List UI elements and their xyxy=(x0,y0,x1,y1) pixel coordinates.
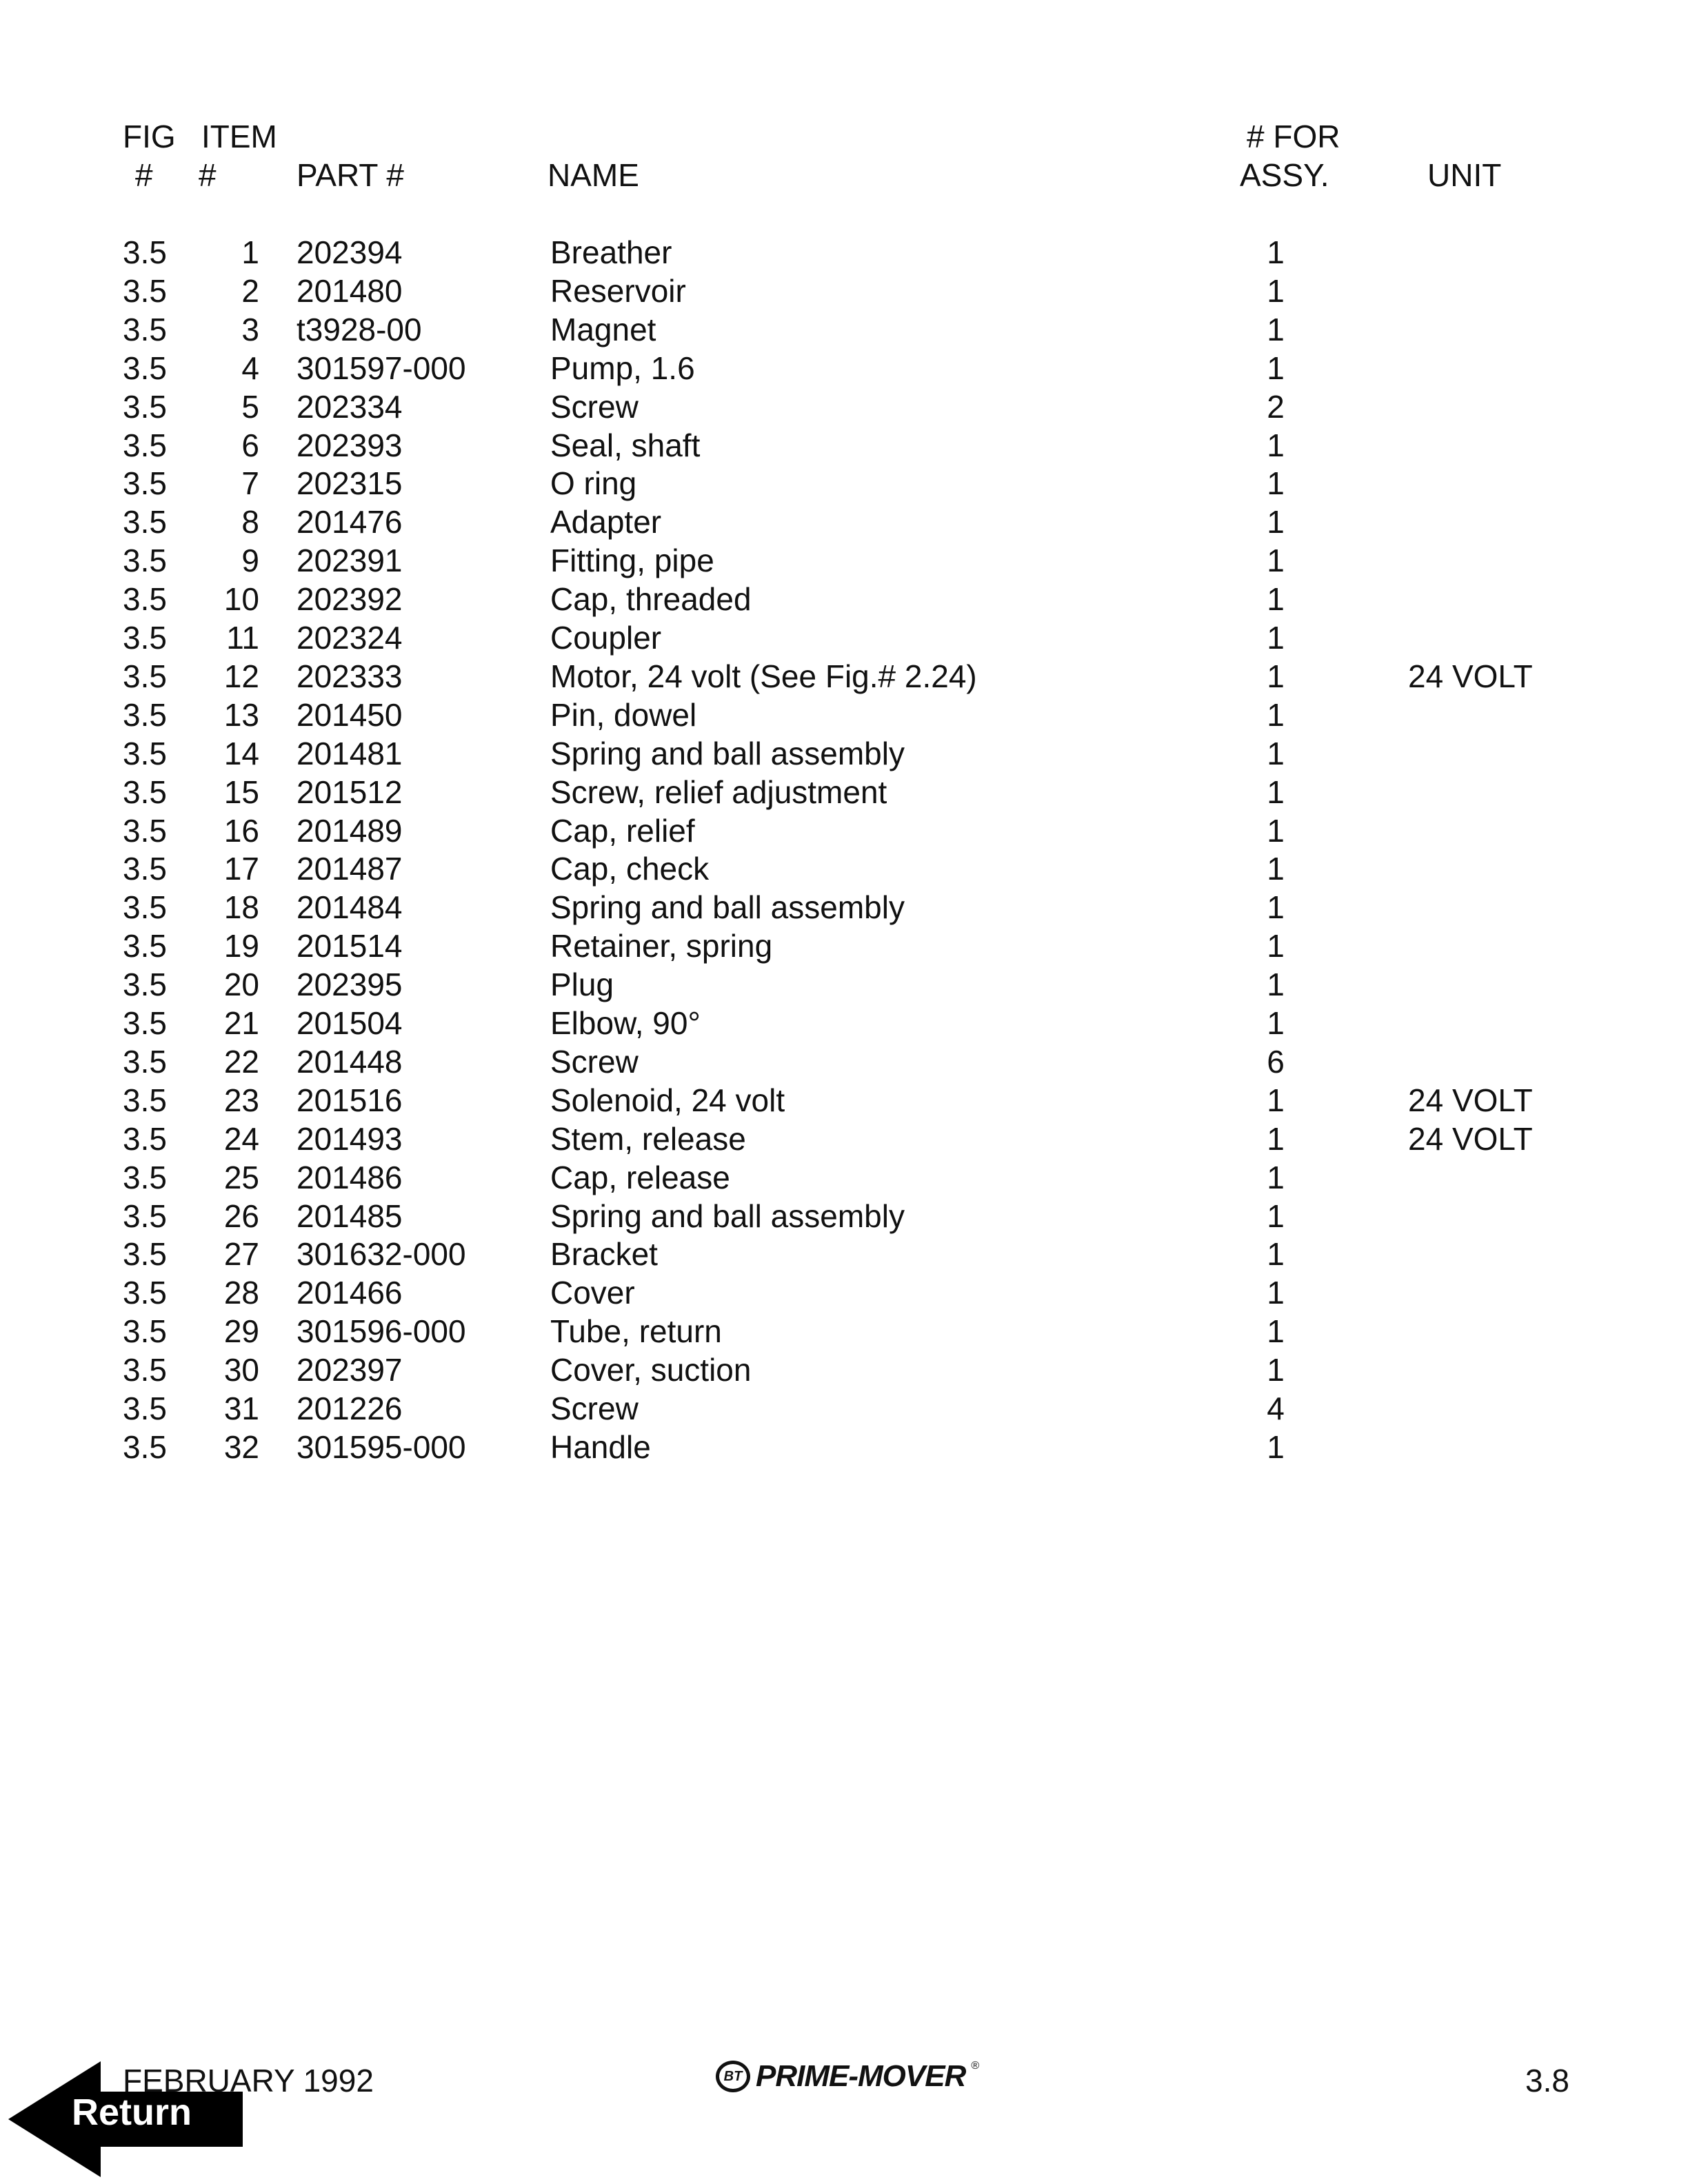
item-cell: 21 xyxy=(223,1005,259,1041)
item-cell: 23 xyxy=(223,1082,259,1118)
part-number-cell: 201516 xyxy=(297,1082,403,1118)
item-cell: 26 xyxy=(223,1197,259,1234)
item-cell: 18 xyxy=(223,889,259,926)
part-name-cell: Bracket xyxy=(550,1236,658,1273)
quantity-cell: 1 xyxy=(1267,581,1285,618)
item-cell: 24 xyxy=(223,1120,259,1157)
fig-cell: 3.5 xyxy=(123,928,167,964)
fig-cell: 3.5 xyxy=(123,696,167,733)
part-number-cell: 202395 xyxy=(297,967,403,1003)
fig-cell: 3.5 xyxy=(123,735,167,771)
header-item-hash xyxy=(199,156,217,194)
fig-cell: 3.5 xyxy=(123,1159,167,1195)
quantity-cell: 1 xyxy=(1267,658,1285,694)
quantity-cell: 1 xyxy=(1267,774,1285,810)
part-name-cell: Pump, 1.6 xyxy=(550,350,695,386)
quantity-cell: 1 xyxy=(1267,1120,1285,1157)
part-number-cell: 201514 xyxy=(297,928,403,964)
fig-cell: 3.5 xyxy=(123,620,167,656)
item-cell: 17 xyxy=(223,851,259,887)
item-cell: 14 xyxy=(223,735,259,771)
quantity-cell: 4 xyxy=(1267,1391,1285,1426)
part-name-cell: Spring and ball assembly xyxy=(550,735,905,771)
part-number-cell: 201485 xyxy=(297,1197,403,1234)
quantity-cell: 1 xyxy=(1267,1313,1285,1350)
part-name-cell: Motor, 24 volt (See Fig.# 2.24) xyxy=(550,658,977,694)
fig-cell: 3.5 xyxy=(123,581,167,618)
part-name-cell: Pin, dowel xyxy=(550,696,697,733)
part-number-cell: 202391 xyxy=(297,543,403,579)
part-name-cell: Fitting, pipe xyxy=(550,543,714,579)
brand-registered: ® xyxy=(971,2060,980,2072)
table-row xyxy=(0,387,1688,426)
quantity-cell: 1 xyxy=(1267,928,1285,964)
quantity-cell: 1 xyxy=(1267,735,1285,771)
quantity-cell: 6 xyxy=(1267,1043,1285,1080)
header-qty-line2: ASSY. xyxy=(1240,157,1329,193)
part-name-cell: Screw xyxy=(550,1391,639,1426)
fig-cell: 3.5 xyxy=(123,774,167,810)
part-number-cell: 301597-000 xyxy=(297,350,466,386)
part-number-cell: 201450 xyxy=(297,696,403,733)
header-item-line2: # xyxy=(199,157,217,193)
item-cell: 3 xyxy=(241,311,259,347)
return-button[interactable] xyxy=(8,2061,243,2177)
unit-cell: 24 VOLT xyxy=(1408,658,1533,694)
fig-cell: 3.5 xyxy=(123,1236,167,1273)
header-unit: UNIT xyxy=(1427,157,1502,193)
header-item-line1: ITEM xyxy=(201,119,277,154)
header-fig xyxy=(123,117,176,156)
table-row xyxy=(0,811,1688,850)
table-row xyxy=(0,503,1688,541)
table-row xyxy=(0,1312,1688,1351)
table-row xyxy=(0,1273,1688,1312)
table-row xyxy=(0,541,1688,580)
part-name-cell: Plug xyxy=(550,967,614,1003)
table-row xyxy=(0,773,1688,811)
part-name-cell: Cap, relief xyxy=(550,812,695,849)
quantity-cell: 1 xyxy=(1267,543,1285,579)
part-name-cell: Cap, check xyxy=(550,851,710,887)
table-row xyxy=(0,349,1688,387)
fig-cell: 3.5 xyxy=(123,388,167,425)
table-row xyxy=(0,310,1688,349)
quantity-cell: 1 xyxy=(1267,465,1285,502)
table-row xyxy=(0,426,1688,465)
item-cell: 15 xyxy=(223,774,259,810)
table-row xyxy=(0,1428,1688,1466)
part-name-cell: Handle xyxy=(550,1428,651,1465)
quantity-cell: 1 xyxy=(1267,1197,1285,1234)
table-row xyxy=(0,1389,1688,1428)
part-number-cell: 201493 xyxy=(297,1120,403,1157)
part-name-cell: Stem, release xyxy=(550,1120,746,1157)
fig-cell: 3.5 xyxy=(123,543,167,579)
item-cell: 9 xyxy=(241,543,259,579)
part-name-cell: Breather xyxy=(550,234,672,270)
fig-cell: 3.5 xyxy=(123,889,167,926)
part-number-cell: 201480 xyxy=(297,272,403,309)
part-number-cell: 201448 xyxy=(297,1043,403,1080)
fig-cell: 3.5 xyxy=(123,1352,167,1388)
table-row xyxy=(0,618,1688,657)
part-name-cell: Retainer, spring xyxy=(550,928,773,964)
table-row xyxy=(0,1081,1688,1120)
part-number-cell: 201476 xyxy=(297,504,403,540)
quantity-cell: 1 xyxy=(1267,1428,1285,1465)
fig-cell: 3.5 xyxy=(123,1275,167,1311)
item-cell: 22 xyxy=(223,1043,259,1080)
quantity-cell: 1 xyxy=(1267,427,1285,463)
item-cell: 7 xyxy=(241,465,259,502)
quantity-cell: 1 xyxy=(1267,504,1285,540)
part-name-cell: Screw xyxy=(550,1043,639,1080)
item-cell: 12 xyxy=(223,658,259,694)
table-row xyxy=(0,1042,1688,1081)
part-number-cell: 301596-000 xyxy=(297,1313,466,1350)
page-number: 3.8 xyxy=(1525,2063,1569,2099)
table-row xyxy=(0,696,1688,734)
quantity-cell: 1 xyxy=(1267,1082,1285,1118)
part-name-cell: Screw xyxy=(550,388,639,425)
item-cell: 27 xyxy=(223,1236,259,1273)
table-row xyxy=(0,1158,1688,1197)
item-cell: 16 xyxy=(223,812,259,849)
part-name-cell: Solenoid, 24 volt xyxy=(550,1082,785,1118)
fig-cell: 3.5 xyxy=(123,465,167,502)
part-name-cell: Cap, threaded xyxy=(550,581,752,618)
part-number-cell: 201481 xyxy=(297,735,403,771)
part-name-cell: Cap, release xyxy=(550,1159,730,1195)
part-name-cell: Magnet xyxy=(550,311,656,347)
part-name-cell: Reservoir xyxy=(550,272,686,309)
quantity-cell: 1 xyxy=(1267,1236,1285,1273)
quantity-cell: 1 xyxy=(1267,1352,1285,1388)
table-row xyxy=(0,734,1688,773)
table-row xyxy=(0,888,1688,927)
part-number-cell: 202333 xyxy=(297,658,403,694)
part-number-cell: 201512 xyxy=(297,774,403,810)
header-part: PART # xyxy=(297,157,404,193)
part-number-cell: 301595-000 xyxy=(297,1428,466,1465)
item-cell: 6 xyxy=(241,427,259,463)
quantity-cell: 1 xyxy=(1267,967,1285,1003)
part-name-cell: Spring and ball assembly xyxy=(550,889,905,926)
item-cell: 30 xyxy=(223,1352,259,1388)
part-number-cell: 202334 xyxy=(297,388,403,425)
quantity-cell: 1 xyxy=(1267,1275,1285,1311)
item-cell: 28 xyxy=(223,1275,259,1311)
item-cell: 4 xyxy=(241,350,259,386)
quantity-cell: 1 xyxy=(1267,350,1285,386)
header-qty xyxy=(1247,117,1340,156)
quantity-cell: 1 xyxy=(1267,620,1285,656)
brand-name: PRIME-MOVER xyxy=(756,2059,966,2093)
fig-cell: 3.5 xyxy=(123,234,167,270)
item-cell: 25 xyxy=(223,1159,259,1195)
unit-cell: 24 VOLT xyxy=(1408,1082,1533,1118)
item-cell: 5 xyxy=(241,388,259,425)
part-number-cell: 201504 xyxy=(297,1005,403,1041)
table-row xyxy=(0,965,1688,1004)
part-number-cell: 201486 xyxy=(297,1159,403,1195)
part-number-cell: 201484 xyxy=(297,889,403,926)
item-cell: 29 xyxy=(223,1313,259,1350)
fig-cell: 3.5 xyxy=(123,1197,167,1234)
fig-cell: 3.5 xyxy=(123,967,167,1003)
fig-cell: 3.5 xyxy=(123,1120,167,1157)
fig-cell: 3.5 xyxy=(123,350,167,386)
table-row xyxy=(0,849,1688,888)
quantity-cell: 1 xyxy=(1267,889,1285,926)
quantity-cell: 1 xyxy=(1267,1159,1285,1195)
quantity-cell: 2 xyxy=(1267,388,1285,425)
part-number-cell: 202394 xyxy=(297,234,403,270)
part-number-cell: 202315 xyxy=(297,465,403,502)
table-row xyxy=(0,1235,1688,1273)
header-fig-line2: # xyxy=(135,157,153,193)
fig-cell: 3.5 xyxy=(123,658,167,694)
quantity-cell: 1 xyxy=(1267,1005,1285,1041)
part-number-cell: 202392 xyxy=(297,581,403,618)
header-item xyxy=(201,117,277,156)
part-number-cell: 201487 xyxy=(297,851,403,887)
table-row xyxy=(0,1004,1688,1042)
quantity-cell: 1 xyxy=(1267,696,1285,733)
fig-cell: 3.5 xyxy=(123,812,167,849)
item-cell: 19 xyxy=(223,928,259,964)
unit-cell: 24 VOLT xyxy=(1408,1120,1533,1157)
return-label: Return xyxy=(72,2092,192,2133)
item-cell: 10 xyxy=(223,581,259,618)
item-cell: 11 xyxy=(226,620,259,656)
fig-cell: 3.5 xyxy=(123,1043,167,1080)
part-name-cell: Adapter xyxy=(550,504,662,540)
fig-cell: 3.5 xyxy=(123,1082,167,1118)
part-name-cell: Seal, shaft xyxy=(550,427,701,463)
fig-cell: 3.5 xyxy=(123,504,167,540)
fig-cell: 3.5 xyxy=(123,1428,167,1465)
item-cell: 31 xyxy=(223,1391,259,1426)
item-cell: 20 xyxy=(223,967,259,1003)
table-row xyxy=(0,927,1688,965)
brand-logo xyxy=(716,2057,979,2096)
table-row xyxy=(0,1120,1688,1158)
part-number-cell: 202324 xyxy=(297,620,403,656)
part-name-cell: Coupler xyxy=(550,620,662,656)
fig-cell: 3.5 xyxy=(123,851,167,887)
item-cell: 1 xyxy=(241,234,259,270)
table-row xyxy=(0,580,1688,618)
item-cell: 32 xyxy=(223,1428,259,1465)
part-number-cell: 201466 xyxy=(297,1275,403,1311)
quantity-cell: 1 xyxy=(1267,812,1285,849)
part-number-cell: 201226 xyxy=(297,1391,403,1426)
part-number-cell: 201489 xyxy=(297,812,403,849)
item-cell: 8 xyxy=(241,504,259,540)
part-name-cell: O ring xyxy=(550,465,637,502)
quantity-cell: 1 xyxy=(1267,234,1285,270)
part-name-cell: Cover, suction xyxy=(550,1352,752,1388)
header-fig-hash xyxy=(135,156,153,194)
part-number-cell: 202393 xyxy=(297,427,403,463)
quantity-cell: 1 xyxy=(1267,851,1285,887)
fig-cell: 3.5 xyxy=(123,1391,167,1426)
table-row xyxy=(0,272,1688,310)
quantity-cell: 1 xyxy=(1267,272,1285,309)
fig-cell: 3.5 xyxy=(123,1313,167,1350)
part-name-cell: Screw, relief adjustment xyxy=(550,774,887,810)
header-qty-line1: # FOR xyxy=(1247,119,1340,154)
table-row xyxy=(0,1351,1688,1389)
table-row xyxy=(0,657,1688,696)
part-number-cell: 202397 xyxy=(297,1352,403,1388)
part-name-cell: Cover xyxy=(550,1275,635,1311)
fig-cell: 3.5 xyxy=(123,427,167,463)
table-row xyxy=(0,1197,1688,1235)
table-row xyxy=(0,233,1688,272)
part-name-cell: Elbow, 90° xyxy=(550,1005,701,1041)
part-number-cell: t3928-00 xyxy=(297,311,422,347)
header-name: NAME xyxy=(547,157,639,193)
header-fig-line1: FIG xyxy=(123,119,176,154)
header-qty-assy xyxy=(1240,156,1329,194)
part-name-cell: Tube, return xyxy=(550,1313,722,1350)
fig-cell: 3.5 xyxy=(123,272,167,309)
part-number-cell: 301632-000 xyxy=(297,1236,466,1273)
table-row xyxy=(0,464,1688,503)
footer-date: FEBRUARY 1992 xyxy=(123,2063,374,2099)
quantity-cell: 1 xyxy=(1267,311,1285,347)
fig-cell: 3.5 xyxy=(123,311,167,347)
part-name-cell: Spring and ball assembly xyxy=(550,1197,905,1234)
fig-cell: 3.5 xyxy=(123,1005,167,1041)
item-cell: 2 xyxy=(241,272,259,309)
brand-mark-icon: BT xyxy=(716,2061,750,2092)
item-cell: 13 xyxy=(223,696,259,733)
